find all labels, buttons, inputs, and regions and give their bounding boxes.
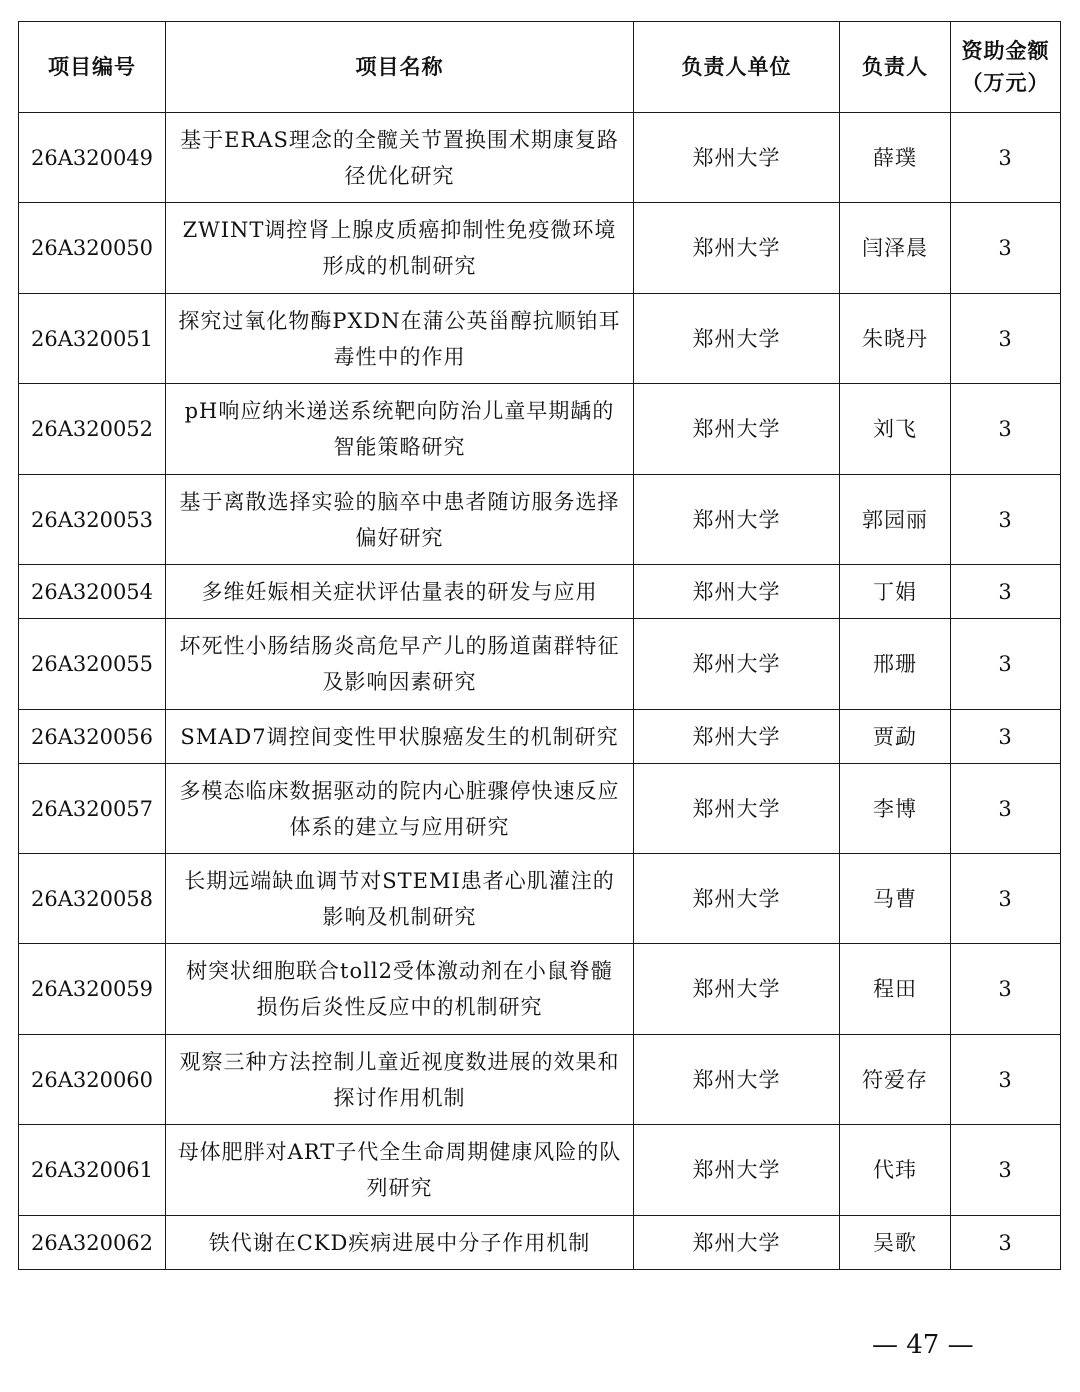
project-code-cell: 26A320061 (19, 1125, 166, 1216)
project-code-cell: 26A320062 (19, 1216, 166, 1270)
project-code-cell: 26A320058 (19, 854, 166, 944)
table-row (19, 1035, 1061, 1125)
unit-cell: 郑州大学 (634, 475, 840, 565)
leader-cell: 薛璞 (840, 113, 951, 203)
project-code-cell: 26A320057 (19, 764, 166, 854)
project-name-cell: 多维妊娠相关症状评估量表的研发与应用 (166, 565, 634, 619)
project-code-cell: 26A320059 (19, 944, 166, 1035)
unit-cell: 郑州大学 (634, 1125, 840, 1216)
table-header-row (19, 22, 1061, 113)
project-code-cell: 26A320056 (19, 710, 166, 764)
project-name-cell: 坏死性小肠结肠炎高危早产儿的肠道菌群特征及影响因素研究 (166, 619, 634, 710)
unit-cell: 郑州大学 (634, 203, 840, 294)
amount-cell: 3 (951, 1035, 1061, 1125)
amount-cell: 3 (951, 764, 1061, 854)
project-name-cell: 铁代谢在CKD疾病进展中分子作用机制 (166, 1216, 634, 1270)
leader-cell: 朱晓丹 (840, 294, 951, 384)
unit-cell: 郑州大学 (634, 1216, 840, 1270)
project-funding-table (18, 21, 1061, 1270)
unit-cell: 郑州大学 (634, 854, 840, 944)
project-name-cell: 长期远端缺血调节对STEMI患者心肌灌注的影响及机制研究 (166, 854, 634, 944)
leader-cell: 马曹 (840, 854, 951, 944)
project-code-cell: 26A320051 (19, 294, 166, 384)
amount-cell: 3 (951, 619, 1061, 710)
table-row (19, 475, 1061, 565)
table-row (19, 113, 1061, 203)
leader-cell: 邢珊 (840, 619, 951, 710)
unit-cell: 郑州大学 (634, 944, 840, 1035)
project-code-cell: 26A320050 (19, 203, 166, 294)
table-row (19, 764, 1061, 854)
project-name-cell: 树突状细胞联合toll2受体激动剂在小鼠脊髓损伤后炎性反应中的机制研究 (166, 944, 634, 1035)
leader-cell: 郭园丽 (840, 475, 951, 565)
project-name-cell: 基于离散选择实验的脑卒中患者随访服务选择偏好研究 (166, 475, 634, 565)
unit-cell: 郑州大学 (634, 384, 840, 475)
table-row (19, 854, 1061, 944)
project-name-cell: 观察三种方法控制儿童近视度数进展的效果和探讨作用机制 (166, 1035, 634, 1125)
table-row (19, 384, 1061, 475)
header-amount-line1: 资助金额 (961, 39, 1050, 63)
project-name-cell: 多模态临床数据驱动的院内心脏骤停快速反应体系的建立与应用研究 (166, 764, 634, 854)
leader-cell: 丁娟 (840, 565, 951, 619)
table-row (19, 203, 1061, 294)
unit-cell: 郑州大学 (634, 294, 840, 384)
project-code-cell: 26A320049 (19, 113, 166, 203)
project-code-cell: 26A320052 (19, 384, 166, 475)
amount-cell: 3 (951, 1216, 1061, 1270)
unit-cell: 郑州大学 (634, 1035, 840, 1125)
amount-cell: 3 (951, 1125, 1061, 1216)
project-code-cell: 26A320060 (19, 1035, 166, 1125)
unit-cell: 郑州大学 (634, 710, 840, 764)
project-name-cell: SMAD7调控间变性甲状腺癌发生的机制研究 (166, 710, 634, 764)
amount-cell: 3 (951, 944, 1061, 1035)
table-row (19, 619, 1061, 710)
header-amount (951, 22, 1061, 113)
header-leader: 负责人 (840, 22, 951, 113)
unit-cell: 郑州大学 (634, 764, 840, 854)
unit-cell: 郑州大学 (634, 113, 840, 203)
leader-cell: 闫泽晨 (840, 203, 951, 294)
header-project-code: 项目编号 (19, 22, 166, 113)
leader-cell: 刘飞 (840, 384, 951, 475)
table-row (19, 294, 1061, 384)
project-name-cell: 母体肥胖对ART子代全生命周期健康风险的队列研究 (166, 1125, 634, 1216)
amount-cell: 3 (951, 294, 1061, 384)
project-code-cell: 26A320053 (19, 475, 166, 565)
project-name-cell: 基于ERAS理念的全髋关节置换围术期康复路径优化研究 (166, 113, 634, 203)
leader-cell: 程田 (840, 944, 951, 1035)
amount-cell: 3 (951, 710, 1061, 764)
header-unit: 负责人单位 (634, 22, 840, 113)
table-row (19, 710, 1061, 764)
project-code-cell: 26A320055 (19, 619, 166, 710)
table-row (19, 944, 1061, 1035)
amount-cell: 3 (951, 203, 1061, 294)
project-name-cell: ZWINT调控肾上腺皮质癌抑制性免疫微环境形成的机制研究 (166, 203, 634, 294)
amount-cell: 3 (951, 565, 1061, 619)
amount-cell: 3 (951, 475, 1061, 565)
page-number: — 47 — (872, 1330, 974, 1360)
table-row (19, 565, 1061, 619)
table-row (19, 1216, 1061, 1270)
project-code-cell: 26A320054 (19, 565, 166, 619)
amount-cell: 3 (951, 113, 1061, 203)
project-name-cell: 探究过氧化物酶PXDN在蒲公英甾醇抗顺铂耳毒性中的作用 (166, 294, 634, 384)
leader-cell: 代玮 (840, 1125, 951, 1216)
unit-cell: 郑州大学 (634, 565, 840, 619)
project-name-cell: pH响应纳米递送系统靶向防治儿童早期龋的智能策略研究 (166, 384, 634, 475)
leader-cell: 符爱存 (840, 1035, 951, 1125)
unit-cell: 郑州大学 (634, 619, 840, 710)
amount-cell: 3 (951, 854, 1061, 944)
leader-cell: 吴歌 (840, 1216, 951, 1270)
amount-cell: 3 (951, 384, 1061, 475)
table-row (19, 1125, 1061, 1216)
leader-cell: 贾勐 (840, 710, 951, 764)
header-project-name: 项目名称 (166, 22, 634, 113)
leader-cell: 李博 (840, 764, 951, 854)
header-amount-line2: （万元） (961, 71, 1050, 95)
